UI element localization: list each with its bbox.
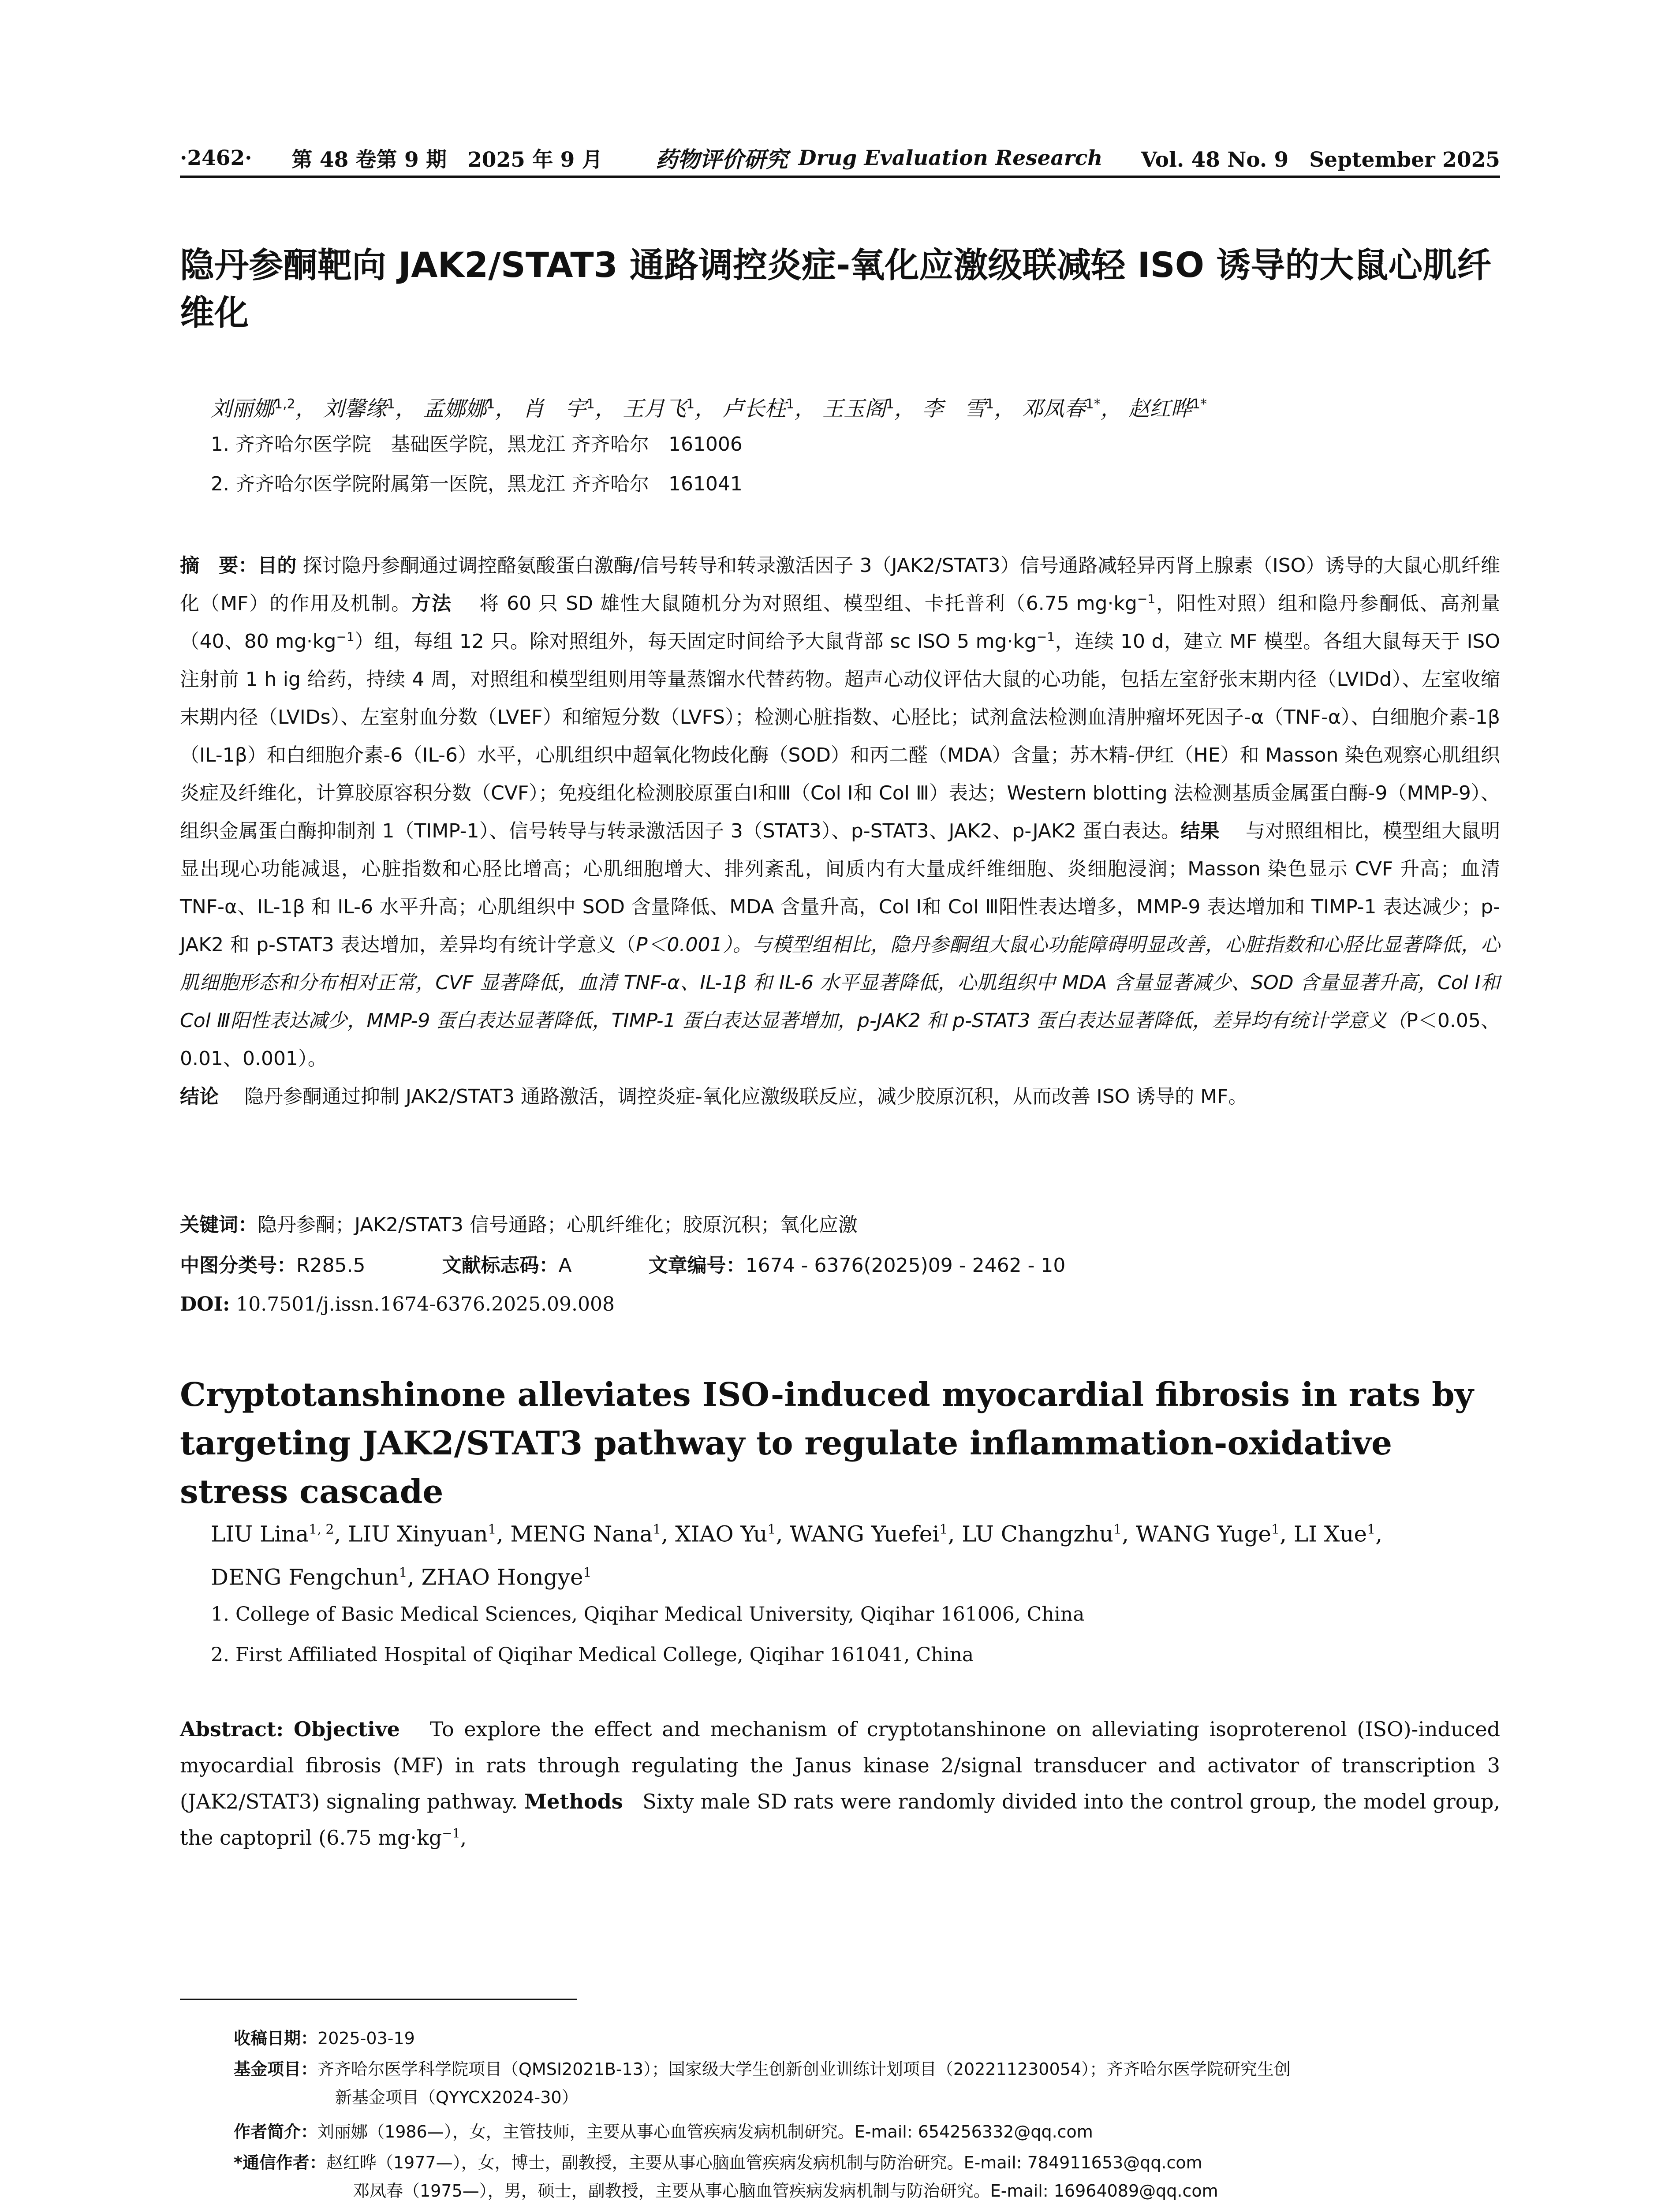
doi-line (180, 1287, 1500, 1322)
author-sup: 1 (786, 396, 795, 412)
doi-label: DOI: (180, 1293, 230, 1316)
affiliation-en-2: 2. First Affiliated Hospital of Qiqihar Medical College, Qiqihar 161041, China (211, 1644, 974, 1666)
author-en: DENG Fengchun (211, 1564, 399, 1590)
fund-label: 基金项目： (234, 2059, 318, 2079)
methods-en: Sixty male SD rats were randomly divided into the control group, the model group, the captopril (6.75 mg·kg (180, 1790, 1500, 1850)
conclusion-cn: 隐丹参酮通过抑制 JAK2/STAT3 通路激活，调控炎症-氧化应激级联反应，减少胶原沉积，从而改善 ISO 诱导的 MF。 (244, 1085, 1248, 1108)
author-sup: 1 (686, 396, 695, 412)
title-en: Cryptotanshinone alleviates ISO-induced myocardial fibrosis in rats by targeting JAK2/STAT3 pathway to regulate inflammation-oxidative stress cascade (180, 1376, 1474, 1511)
footnote-corresponding (234, 2149, 1499, 2205)
keywords-label: 关键词： (180, 1214, 258, 1236)
author-en: LU Changzhu (962, 1521, 1114, 1547)
title-cn: 隐丹参酮靶向 JAK2/STAT3 通路调控炎症-氧化应激级联减轻 ISO 诱导的大鼠心肌纤维化 (180, 246, 1492, 333)
author-en: ZHAO Hongye (421, 1564, 583, 1590)
doi-value: 10.7501/j.issn.1674-6376.2025.09.008 (236, 1293, 615, 1316)
author-en: WANG Yuge (1135, 1521, 1271, 1547)
journal-name-en: Drug Evaluation Research (798, 146, 1103, 170)
objective-en: To explore the effect and mechanism of cryptotanshinone on alleviating isoproterenol (ISO)-induced myocardial fibrosis (MF) in rats through regulating the Janus kinase 2/signal transducer and activator of transcription 3 (JAK2/STAT3) signaling pathway. (180, 1717, 1501, 1813)
author-sup: 1 (1271, 1522, 1280, 1537)
received-label: 收稿日期： (234, 2029, 318, 2048)
abstract-en (180, 1711, 1500, 1856)
clc-label: 中图分类号： (180, 1254, 296, 1277)
footnote-rule (180, 1999, 577, 2000)
affiliation-en-1: 1. College of Basic Medical Sciences, Qiqihar Medical University, Qiqihar 161006, China (211, 1603, 1085, 1626)
authors-en: LIU Lina$^{1, 2}$, LIU Xinyuan$^1$, MENG Nana$^1$, XIAO Yu$^1$, WANG Yuefei$^1$, LU Changzhu$^1$, WANG Yuge$^1$, LI Xue$^1$, DENG Fengchun$^1$, ZHAO Hongye$^1$ (211, 1521, 1383, 1590)
author-en: LIU Lina (211, 1521, 309, 1547)
article-no-value: 1674 - 6376(2025)09 - 2462 - 10 (745, 1254, 1066, 1277)
author-sup: 1,2 (274, 396, 295, 412)
author-en: MENG Nana (510, 1521, 653, 1547)
conclusion-label-cn: 结论 (180, 1085, 219, 1108)
authors-cn: 刘丽娜$^{1,2}$， 刘馨缘$^1$， 孟娜娜$^1$， 肖 宇$^1$， 王月飞$^1$， 卢长柱$^1$， 王玉阁$^1$， 李 雪$^1$， 邓凤春$^{1*}$， 赵红晔$^{1*}$ (211, 396, 1207, 421)
volume-en: Vol. 48 No. 9 September 2025 (1141, 147, 1500, 172)
author-info-label: 作者简介： (234, 2122, 318, 2141)
methods-label-cn: 方法 (411, 592, 452, 615)
journal-logo-cn: 药物评价研究 (655, 147, 788, 172)
objective-label-en: Objective (293, 1717, 400, 1741)
author-sup: 1* (1192, 396, 1207, 412)
author-sup: 1 (586, 396, 595, 412)
methods-cn-2: ，阳性对照）组和隐丹参酮低、高剂量（40、80 mg·kg (180, 592, 1501, 653)
author-sup: 1, 2 (309, 1522, 334, 1537)
author-sup: 1 (399, 1565, 407, 1581)
author-sup: 1 (653, 1522, 661, 1537)
author-cn: 刘丽娜 (211, 396, 275, 421)
author-sup: 1 (986, 396, 994, 412)
corresponding-label: *通信作者： (234, 2153, 326, 2172)
author-info: 刘丽娜（1986—），女，主管技师，主要从事心血管疾病发病机制研究。E-mail: 654256332@qq.com (317, 2122, 1093, 2141)
author-sup: 1* (1085, 396, 1101, 412)
results-cn-p2: P＜0.05、0.01、0.001）。 (180, 1009, 1500, 1070)
sup-minus-1: −1 (442, 1826, 460, 1841)
methods-cn-3: ）组，每组 12 只。除对照组外，每天固定时间给予大鼠背部 sc ISO 5 mg·kg (354, 630, 1037, 653)
author-en: WANG Yuefei (790, 1521, 940, 1547)
article-no-label: 文章编号： (648, 1254, 746, 1277)
objective-label-cn: 目的 (258, 554, 297, 577)
author-cn: 李 雪 (922, 396, 986, 421)
sup-minus-1: −1 (336, 629, 355, 644)
methods-cn-1: 将 60 只 SD 雄性大鼠随机分为对照组、模型组、卡托普利（6.75 mg·kg (479, 592, 1137, 615)
author-sup: 1 (1367, 1522, 1376, 1537)
footnote-author (234, 2118, 1499, 2146)
results-label-cn: 结果 (1180, 820, 1220, 842)
author-sup: 1 (583, 1565, 592, 1581)
keywords-text: 隐丹参酮；JAK2/STAT3 信号通路；心肌纤维化；胶原沉积；氧化应激 (258, 1214, 858, 1236)
footnote-received (234, 2024, 1499, 2052)
objective-cn: 探讨隐丹参酮通过调控酪氨酸蛋白激酶/信号转导和转录激活因子 3（JAK2/STAT3）信号通路减轻异丙肾上腺素（ISO）诱导的大鼠心肌纤维化（MF）的作用及机制。 (180, 554, 1500, 615)
fund-text-1: 齐齐哈尔医学科学院项目（QMSI2021B-13）；国家级大学生创新创业训练计划项目（202211230054）；齐齐哈尔医学院研究生创 (317, 2059, 1291, 2079)
keywords-cn (180, 1207, 1500, 1243)
sup-minus-1: −1 (1137, 591, 1156, 606)
author-sup: 1 (486, 396, 495, 412)
classification-line (180, 1248, 1500, 1283)
author-sup: 1 (939, 1522, 948, 1537)
author-sup: 1 (1113, 1522, 1122, 1537)
author-en: LIU Xinyuan (348, 1521, 488, 1547)
author-cn: 孟娜娜 (423, 396, 487, 421)
author-en: LI Xue (1293, 1521, 1367, 1547)
abstract-en-label: Abstract: (180, 1717, 284, 1741)
methods-label-en: Methods (524, 1790, 623, 1813)
abstract-cn-label: 摘 要： (180, 554, 258, 577)
sup-minus-1: −1 (1036, 629, 1055, 644)
author-cn: 王月飞 (623, 396, 687, 421)
corresponding-2: 邓凤春（1975—），男，硕士，副教授，主要从事心脑血管疾病发病机制与防治研究。E-mail: 16964089@qq.com (353, 2181, 1218, 2201)
author-sup: 1 (767, 1522, 776, 1537)
author-cn: 王玉阁 (822, 396, 886, 421)
results-cn-1: 与对照组相比，模型组大鼠明显出现心功能减退，心脏指数和心胫比增高；心肌细胞增大、排列紊乱，间质内有大量成纤维细胞、炎细胞浸润；Masson 染色显示 CVF 升高；血清 TNF-α、IL-1β 和 IL-6 水平升高；心肌组织中 SOD 含量降低、MDA 含量升高，Col Ⅰ和 Col Ⅲ阳性表达增多，MMP-9 表达增加和 TIMP-1 表达减少；p-JAK2 和 p-STAT3 表达增加，差异均有统计学意义（ (180, 820, 1501, 956)
doc-code-label: 文献标志码： (442, 1254, 559, 1277)
methods-en-tail: , (460, 1826, 467, 1850)
author-sup: 1 (387, 396, 396, 412)
results-cn-p1: P＜0.001）。与模型组相比，隐丹参酮组大鼠心功能障碍明显改善，心脏指数和心胫比显著降低，心肌细胞形态和分布相对正常，CVF 显著降低，血清 TNF-α、IL-1β 和 IL-6 水平显著降低，心肌组织中 MDA 含量显著减少、SOD 含量显著升高，Col Ⅰ和 Col Ⅲ阳性表达减少，MMP-9 蛋白表达显著降低，TIMP-1 蛋白表达显著增加，p-JAK2 和 p-STAT3 蛋白表达显著降低，差异均有统计学意义（ (180, 934, 1500, 1032)
footnote-fund (234, 2055, 1499, 2112)
affiliation-cn-1: 1. 齐齐哈尔医学院 基础医学院，黑龙江 齐齐哈尔 161006 (211, 433, 743, 456)
abstract-cn (180, 547, 1500, 1116)
methods-cn-4: ，连续 10 d，建立 MF 模型。各组大鼠每天于 ISO 注射前 1 h ig 给药，持续 4 周，对照组和模型组则用等量蒸馏水代替药物。超声心动仪评估大鼠的心功能，包括左室舒张末期内径（LVIDd）、左室收缩末期内径（LVIDs）、左室射血分数（LVEF）和缩短分数（LVFS）；检测心脏指数、心胫比；试剂盒法检测血清肿瘤坏死因子-α（TNF-α）、白细胞介素-1β（IL-1β）和白细胞介素-6（IL-6）水平，心肌组织中超氧化物歧化酶（SOD）和丙二醛（MDA）含量；苏木精-伊红（HE）和 Masson 染色观察心肌组织炎症及纤维化，计算胶原容积分数（CVF）；免疫组化检测胶原蛋白Ⅰ和Ⅲ（Col Ⅰ和 Col Ⅲ）表达；Western blotting 法检测基质金属蛋白酶-9（MMP-9）、组织金属蛋白酶抑制剂 1（TIMP-1）、信号转导与转录激活因子 3（STAT3）、p-STAT3、JAK2、p-JAK2 蛋白表达。 (180, 630, 1500, 842)
affiliation-cn-2: 2. 齐齐哈尔医学院附属第一医院，黑龙江 齐齐哈尔 161041 (211, 473, 743, 495)
header-rule (180, 176, 1500, 178)
author-cn: 邓凤春 (1022, 396, 1086, 421)
doc-code-value: A (558, 1254, 572, 1277)
corresponding-1: 赵红晔（1977—），女，博士，副教授，主要从事心脑血管疾病发病机制与防治研究。E-mail: 784911653@qq.com (326, 2153, 1202, 2172)
author-en: XIAO Yu (675, 1521, 768, 1547)
author-sup: 1 (885, 396, 894, 412)
volume-cn: 第 48 卷第 9 期 2025 年 9 月 (291, 147, 603, 172)
running-header (180, 140, 1500, 176)
author-cn: 肖 宇 (523, 396, 586, 421)
fund-text-2: 新基金项目（QYYCX2024-30） (335, 2088, 579, 2107)
author-cn: 赵红晔 (1128, 396, 1192, 421)
clc-value: R285.5 (296, 1254, 366, 1277)
received-date: 2025-03-19 (317, 2029, 415, 2048)
author-sup: 1 (488, 1522, 497, 1537)
author-cn: 刘馨缘 (323, 396, 387, 421)
page-number: ·2462· (180, 146, 252, 170)
author-cn: 卢长柱 (722, 396, 786, 421)
